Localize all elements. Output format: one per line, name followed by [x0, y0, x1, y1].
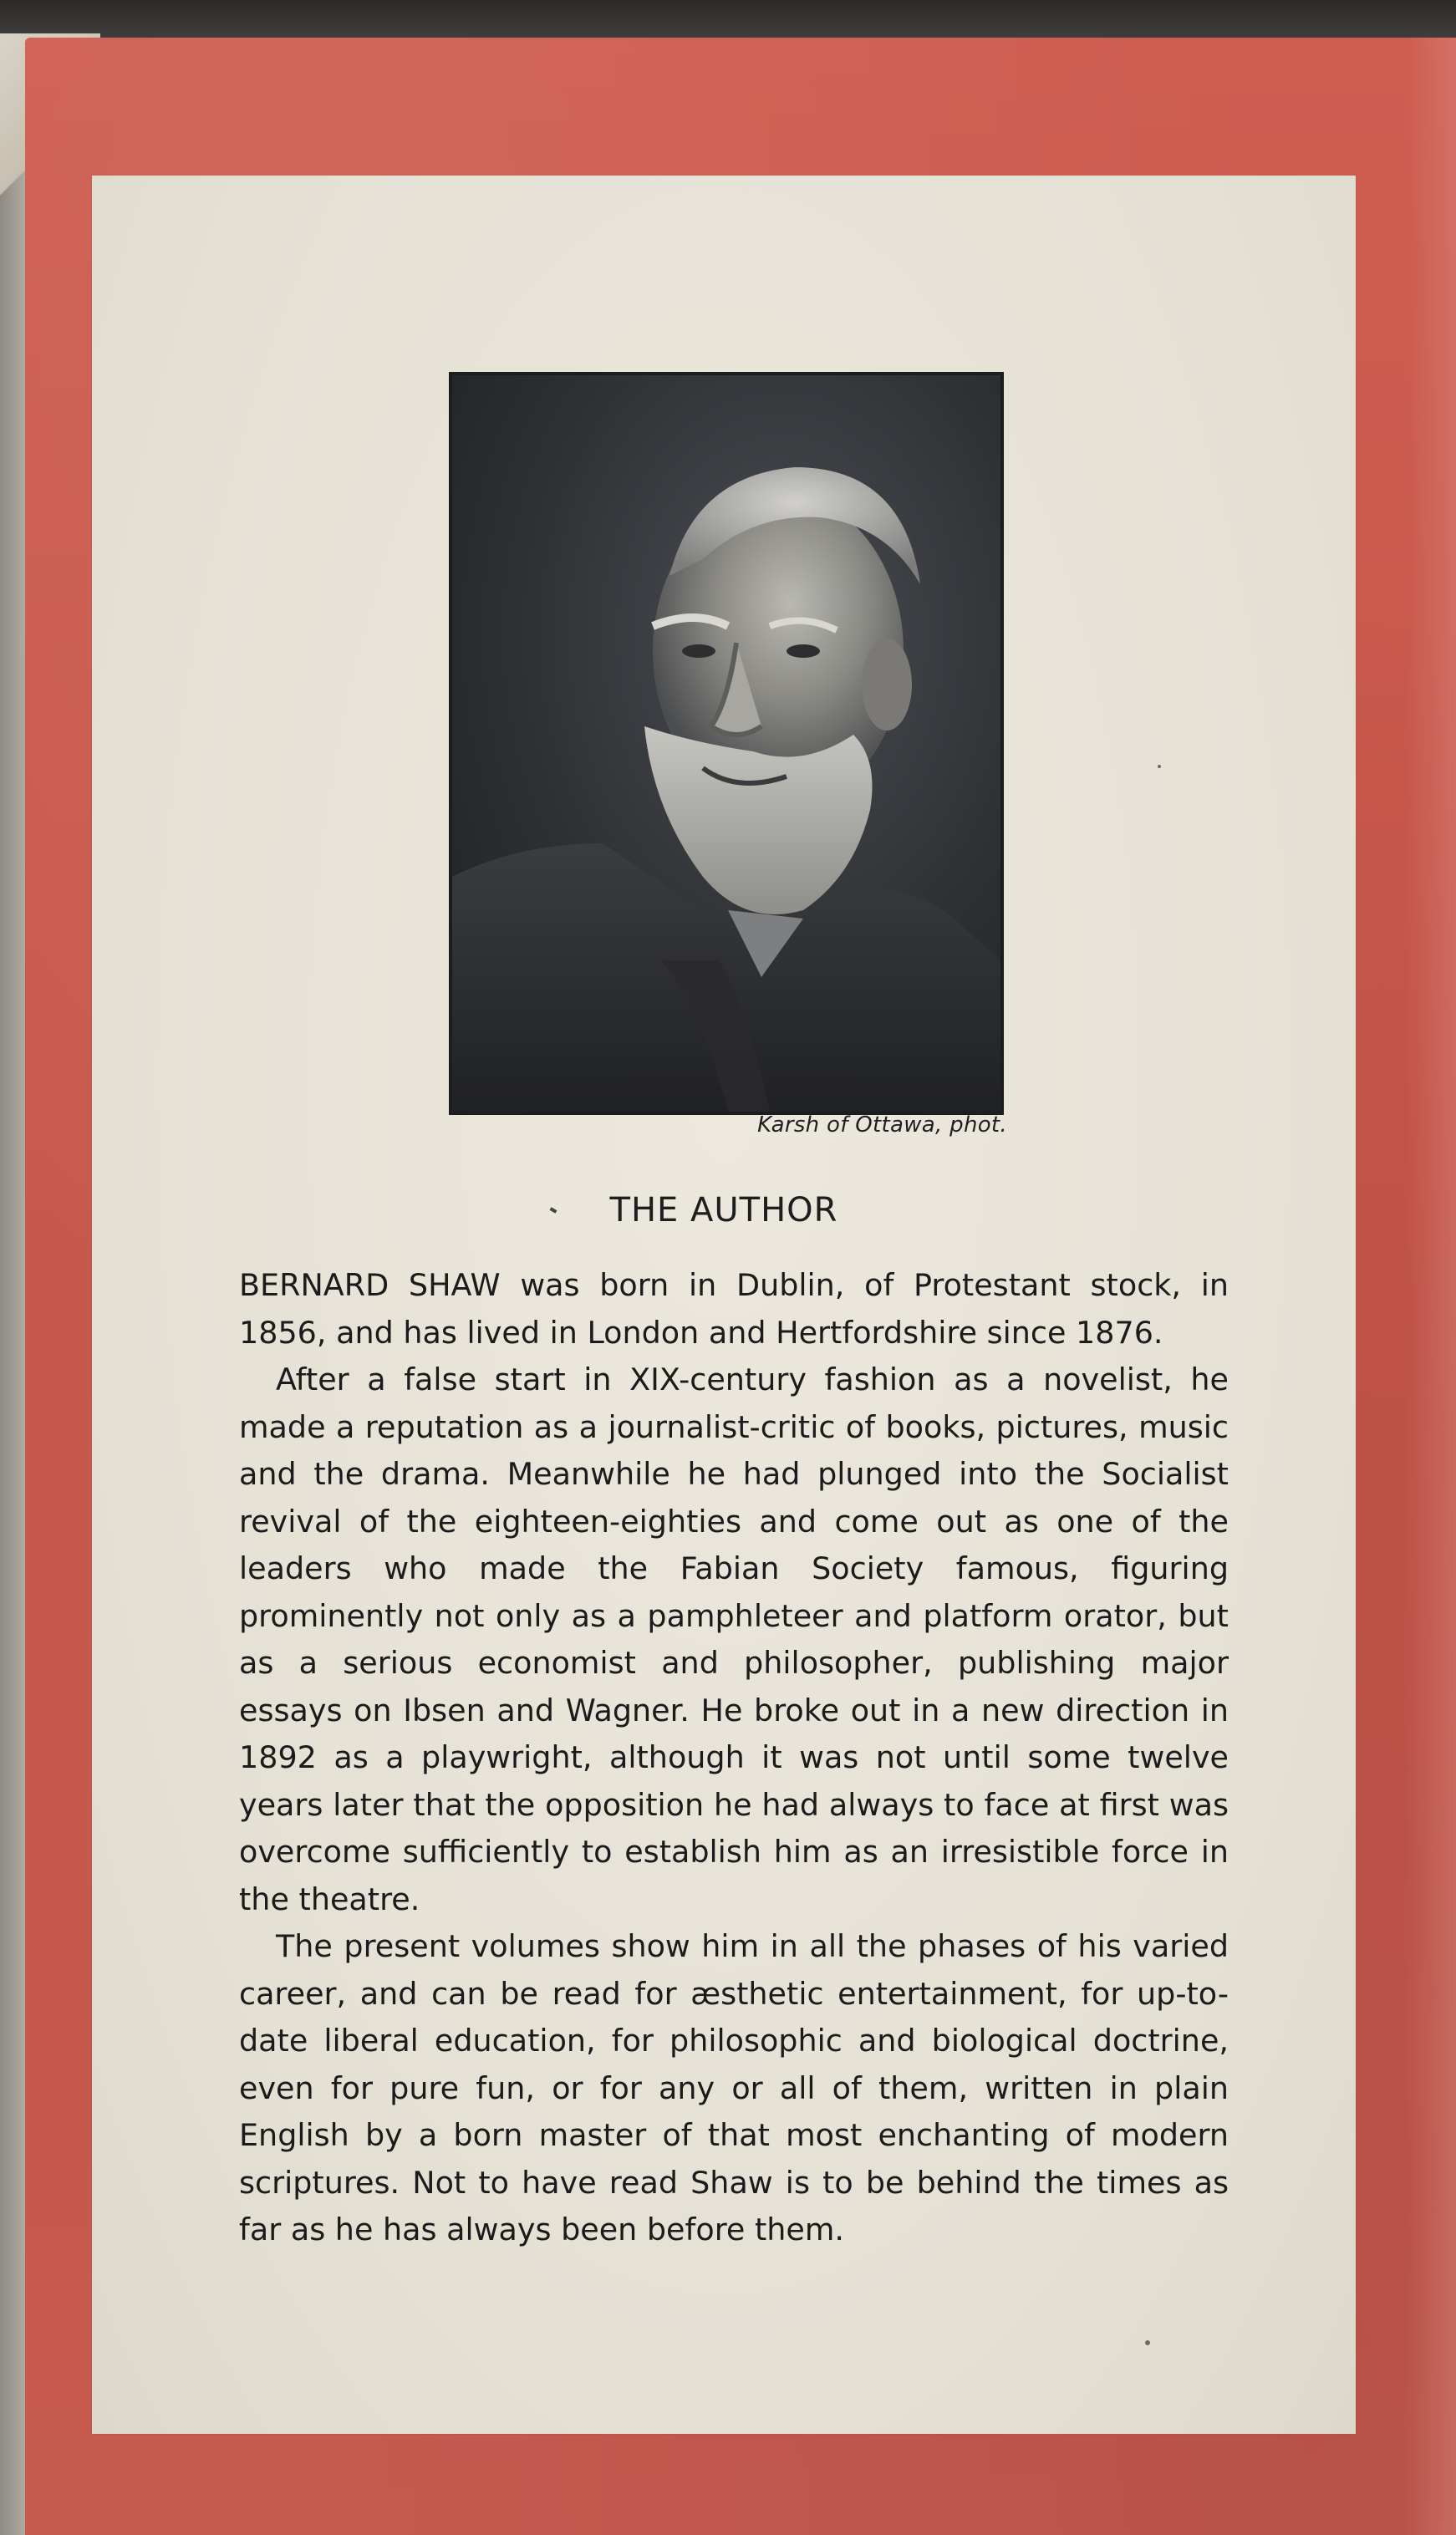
author-biography	[239, 1262, 1229, 2254]
portrait-photo-icon	[452, 375, 1000, 1112]
book-jacket	[25, 38, 1456, 2535]
biography-paragraph-1: BERNARD SHAW was born in Dublin, of Protestant stock, in 1856, and has lived in London and Hertfordshire since 1876.	[239, 1267, 1229, 1351]
biography-paragraph-2: After a false start in XIX-century fashion as a novelist, he made a reputation as a journalist-critic of books, pictures, music and the drama. Meanwhile he had plunged into the Socialist revival of the eighteen-eighties and come out as one of the leaders who made the Fabian Society famous, figuring prominently not only as a pamphleteer and platform orator, but as a serious economist and philosopher, publishing major essays on Ibsen and Wagner. He broke out in a new direction in 1892 as a playwright, although it was not until some twelve years later that the opposition he had always to face at first was overcome sufficiently to establish him as an irresistible force in the theatre.	[239, 1362, 1229, 1917]
section-heading: THE AUTHOR	[609, 1191, 838, 1229]
paper-speck	[1145, 2340, 1150, 2345]
photo-credit: Karsh of Ottawa, phot.	[757, 1112, 1007, 1138]
biography-paragraph-3: The present volumes show him in all the phases of his varied career, and can be read for æsthetic entertainment, for up-to-date liberal education, for philosophic and biological doctrine, even for pure fun, or for any or all of them, written in plain English by a born master of that most enchanting of modern scriptures. Not to have read Shaw is to be behind the times as far as he has always been before them.	[239, 1928, 1229, 2247]
author-panel	[92, 176, 1356, 2434]
author-portrait	[449, 372, 1004, 1115]
paper-speck	[1158, 765, 1161, 768]
